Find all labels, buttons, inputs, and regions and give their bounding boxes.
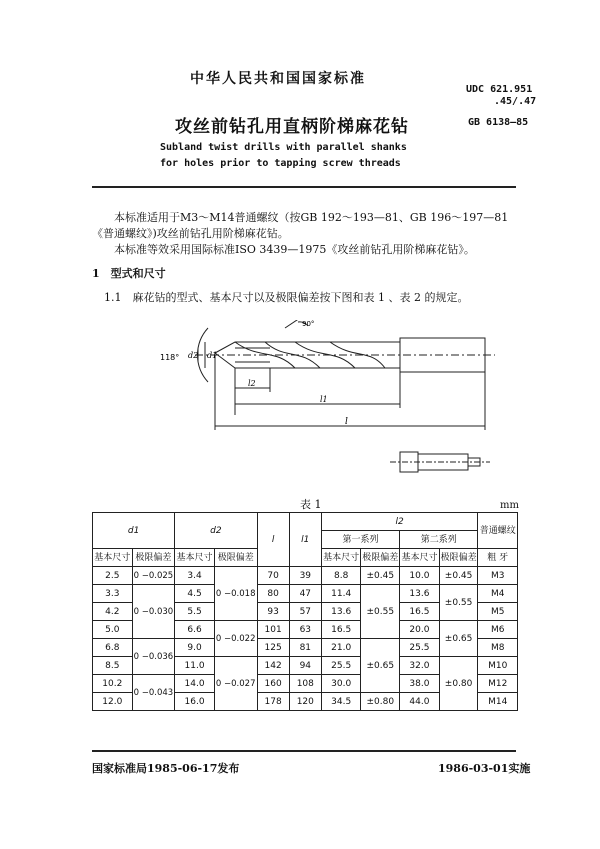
udc-code-cont: .45/.47 [494,96,537,107]
page-title: 攻丝前钻孔用直柄阶梯麻花钻 [175,117,409,137]
table-row: 12.0 16.0 178 120 34.5 ±0.80 44.0 M14 [93,693,518,711]
footer-divider [92,750,516,752]
scope-paragraph: 本标准适用于M3～M14普通螺纹（按GB 192～193—81、GB 196～197—81《普通螺纹》)攻丝前钻孔用阶梯麻花钻。 [92,211,509,240]
header-l1: l1 [289,513,321,567]
header-d1: d1 [93,513,175,549]
header-basic: 基本尺寸 [321,549,361,567]
english-title-line1: Subland twist drills with parallel shanks [160,142,407,153]
table-row: 8.5 11.0 0 −0.027 142 94 25.5 32.0 ±0.80 M10 [93,657,518,675]
header-l: l [257,513,289,567]
header-coarse: 粗 牙 [478,549,518,567]
table-row: 6.8 0 −0.036 9.0 125 81 21.0 ±0.65 25.5 M8 [93,639,518,657]
clause-1-1: 1.1 麻花钻的型式、基本尺寸以及极限偏差按下图和表 1 、表 2 的规定。 [104,291,469,304]
issue-date: 国家标准局1985-06-17发布 [92,762,240,775]
header-basic: 基本尺寸 [400,549,440,567]
angle-90-label: 90° [302,320,315,328]
angle-118-label: 118° [160,353,180,362]
effective-date: 1986-03-01实施 [438,762,531,775]
header-series1: 第一系列 [321,531,399,549]
udc-code: UDC 621.951 [466,84,533,95]
iso-paragraph: 本标准等效采用国际标准ISO 3439—1975《攻丝前钻孔用阶梯麻花钻》。 [114,243,475,256]
standard-org-heading: 中华人民共和国国家标准 [190,71,366,87]
table-caption: 表 1 [300,498,322,511]
l1-label: l1 [320,395,328,404]
table-row: 5.0 6.6 0 −0.022 101 63 16.5 20.0 ±0.65 M6 [93,621,518,639]
table-row: 3.3 0 −0.030 4.5 80 47 11.4 ±0.55 13.6 ±0.55 M4 [93,585,518,603]
header-basic: 基本尺寸 [175,549,215,567]
table-unit: mm [500,500,519,511]
d1-label: d1 [207,351,218,360]
english-title-line2: for holes prior to tapping screw threads [160,158,401,169]
table-row: 2.5 0 −0.025 3.4 0 −0.018 70 39 8.8 ±0.45 10.0 ±0.45 M3 [93,567,518,585]
header-d2: d2 [175,513,257,549]
header-tol: 极限偏差 [361,549,400,567]
table-row: 4.2 5.5 93 57 13.6 16.5 M5 [93,603,518,621]
gb-number: GB 6138—85 [468,117,529,128]
header-tol: 极限偏差 [214,549,257,567]
drill-figure [160,320,500,485]
header-divider [92,186,516,188]
header-thread: 普通螺纹 [478,513,518,549]
header-series2: 第二系列 [400,531,478,549]
header-tol: 极限偏差 [132,549,175,567]
header-l2: l2 [321,513,478,531]
l-label: l [345,417,348,427]
header-basic: 基本尺寸 [93,549,133,567]
d2-label: d2 [188,351,199,360]
l2-label: l2 [248,379,256,388]
section-heading: 1 型式和尺寸 [92,267,166,280]
header-tol: 极限偏差 [439,549,478,567]
table-row: 10.2 0 −0.043 14.0 160 108 30.0 38.0 M12 [93,675,518,693]
dimension-table [92,512,518,711]
